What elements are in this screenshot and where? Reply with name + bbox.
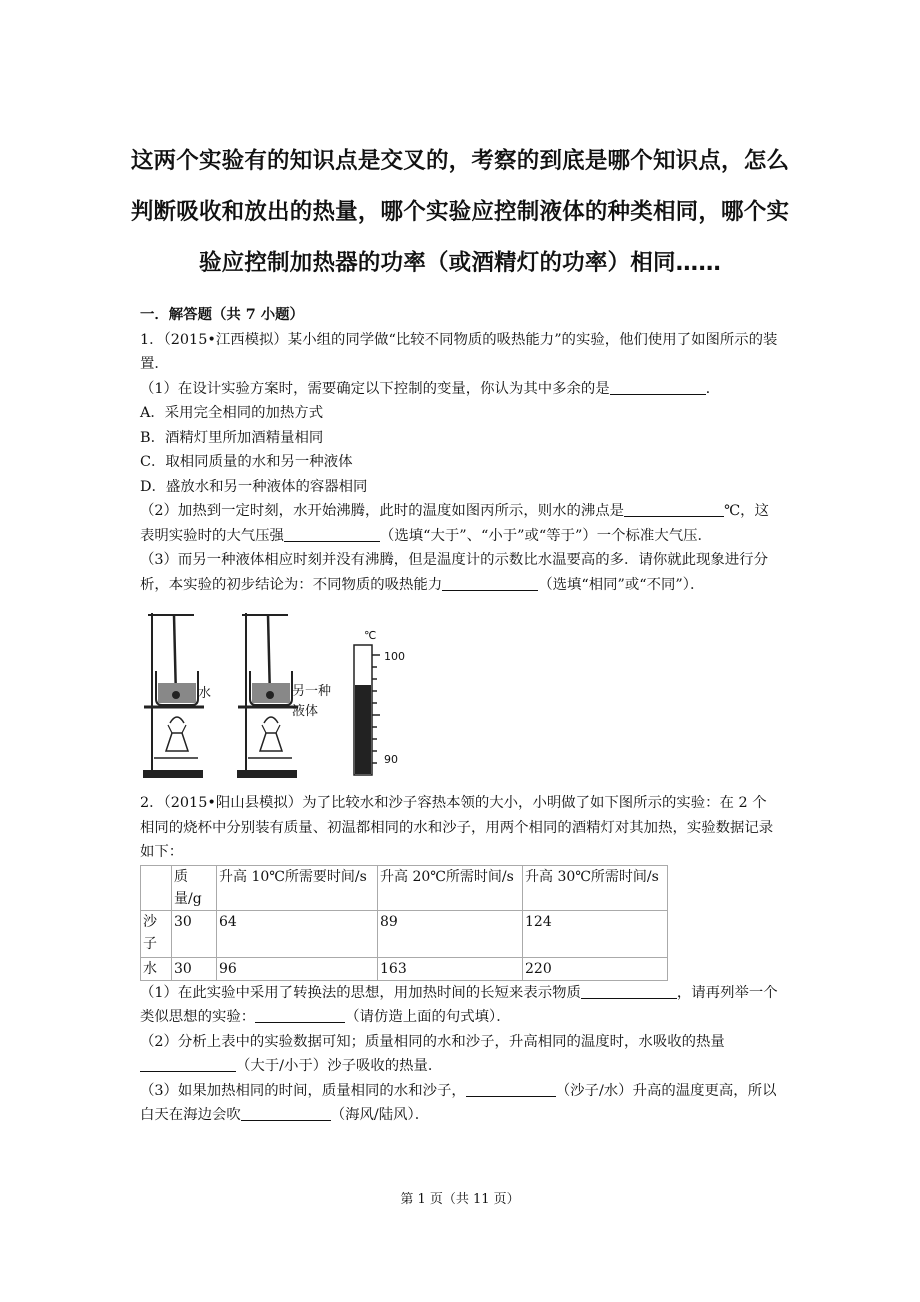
- q2-part2: （2）分析上表中的实验数据可知；质量相同的水和沙子，升高相同的温度时，水吸收的热量（大于/小于）沙子吸收的热量．: [140, 1033, 725, 1074]
- answer-blank: [140, 1056, 236, 1072]
- q1-part1: （1）在设计实验方案时，需要确定以下控制的变量，你认为其中多余的是 .: [140, 380, 711, 397]
- thermometer-tick-100: 100: [384, 650, 405, 663]
- q1-option-d: D．盛放水和另一种液体的容器相同: [140, 478, 368, 495]
- answer-blank: [610, 379, 706, 395]
- apparatus-illustration: [140, 603, 440, 781]
- answer-blank: [241, 1105, 331, 1121]
- section-title: 一．解答题（共 7 小题）: [140, 306, 304, 323]
- q1-part3: （3）而另一种液体相应时刻并没有沸腾，但是温度计的示数比水温要高的多．请你就此现象进行分析，本实验的初步结论为：不同物质的吸热能力 （选填“相同”或“不同”）．: [140, 552, 768, 593]
- q2-part1: （1）在此实验中采用了转换法的思想，用加热时间的长短来表示物质 ，请再列举一个类似思想的实验： （请仿造上面的句式填）．: [140, 984, 778, 1025]
- answer-blank: [581, 983, 677, 999]
- q1-stem: 1．（2015•江西模拟）某小组的同学做“比较不同物质的吸热能力”的实验，他们使用了如图所示的装置．: [140, 331, 778, 372]
- table-row: 水 30 96 163 220: [141, 957, 668, 980]
- answer-blank: [624, 501, 724, 517]
- table-row: 沙子 30 64 89 124: [141, 910, 668, 957]
- page-footer: 第 1 页（共 11 页）: [400, 1192, 520, 1207]
- q1-option-c: C．取相同质量的水和另一种液体: [140, 454, 353, 470]
- answer-blank: [466, 1081, 556, 1097]
- question-content: [140, 303, 780, 1128]
- q2-stem: 2．（2015•阳山县模拟）为了比较水和沙子容热本领的大小，小明做了如下图所示的实验：在 2 个相同的烧杯中分别装有质量、初温都相同的水和沙子，用两个相同的酒精灯对其加热，实验数据记录如下：: [140, 795, 774, 860]
- intro-paragraph: 这两个实验有的知识点是交叉的，考察的到底是哪个知识点，怎么判断吸收和放出的热量，哪个实验应控制液体的种类相同，哪个实验应控制加热器的功率（或酒精灯的功率）相同……: [130, 148, 790, 276]
- thermometer-tick-90: 90: [384, 753, 398, 766]
- q1-option-b: B．酒精灯里所加酒精量相同: [140, 429, 324, 446]
- q1-option-a: A．采用完全相同的加热方式: [140, 405, 324, 421]
- q1-part2: （2）加热到一定时刻，水开始沸腾，此时的温度如图丙所示，则水的沸点是 ℃，这表明实验时的大气压强 （选填“大于”、“小于”或“等于”）一个标准大气压．: [140, 503, 769, 544]
- answer-blank: [255, 1007, 345, 1023]
- answer-blank: [284, 526, 380, 542]
- thermometer-unit: ℃: [364, 629, 377, 642]
- label-water: 水: [198, 686, 212, 701]
- experiment-figure: [140, 603, 780, 781]
- label-other-liquid-1: 另一种: [292, 684, 332, 699]
- label-other-liquid-2: 液体: [292, 704, 319, 719]
- q2-part3: （3）如果加热相同的时间，质量相同的水和沙子， （沙子/水）升高的温度更高，所以白天在海边会吹 （海风/陆风）．: [140, 1082, 777, 1123]
- experiment-data-table: [140, 865, 668, 981]
- answer-blank: [442, 575, 538, 591]
- table-header-row: 质量/g 升高 10℃所需要时间/s 升高 20℃所需时间/s 升高 30℃所需时间/s: [141, 865, 668, 910]
